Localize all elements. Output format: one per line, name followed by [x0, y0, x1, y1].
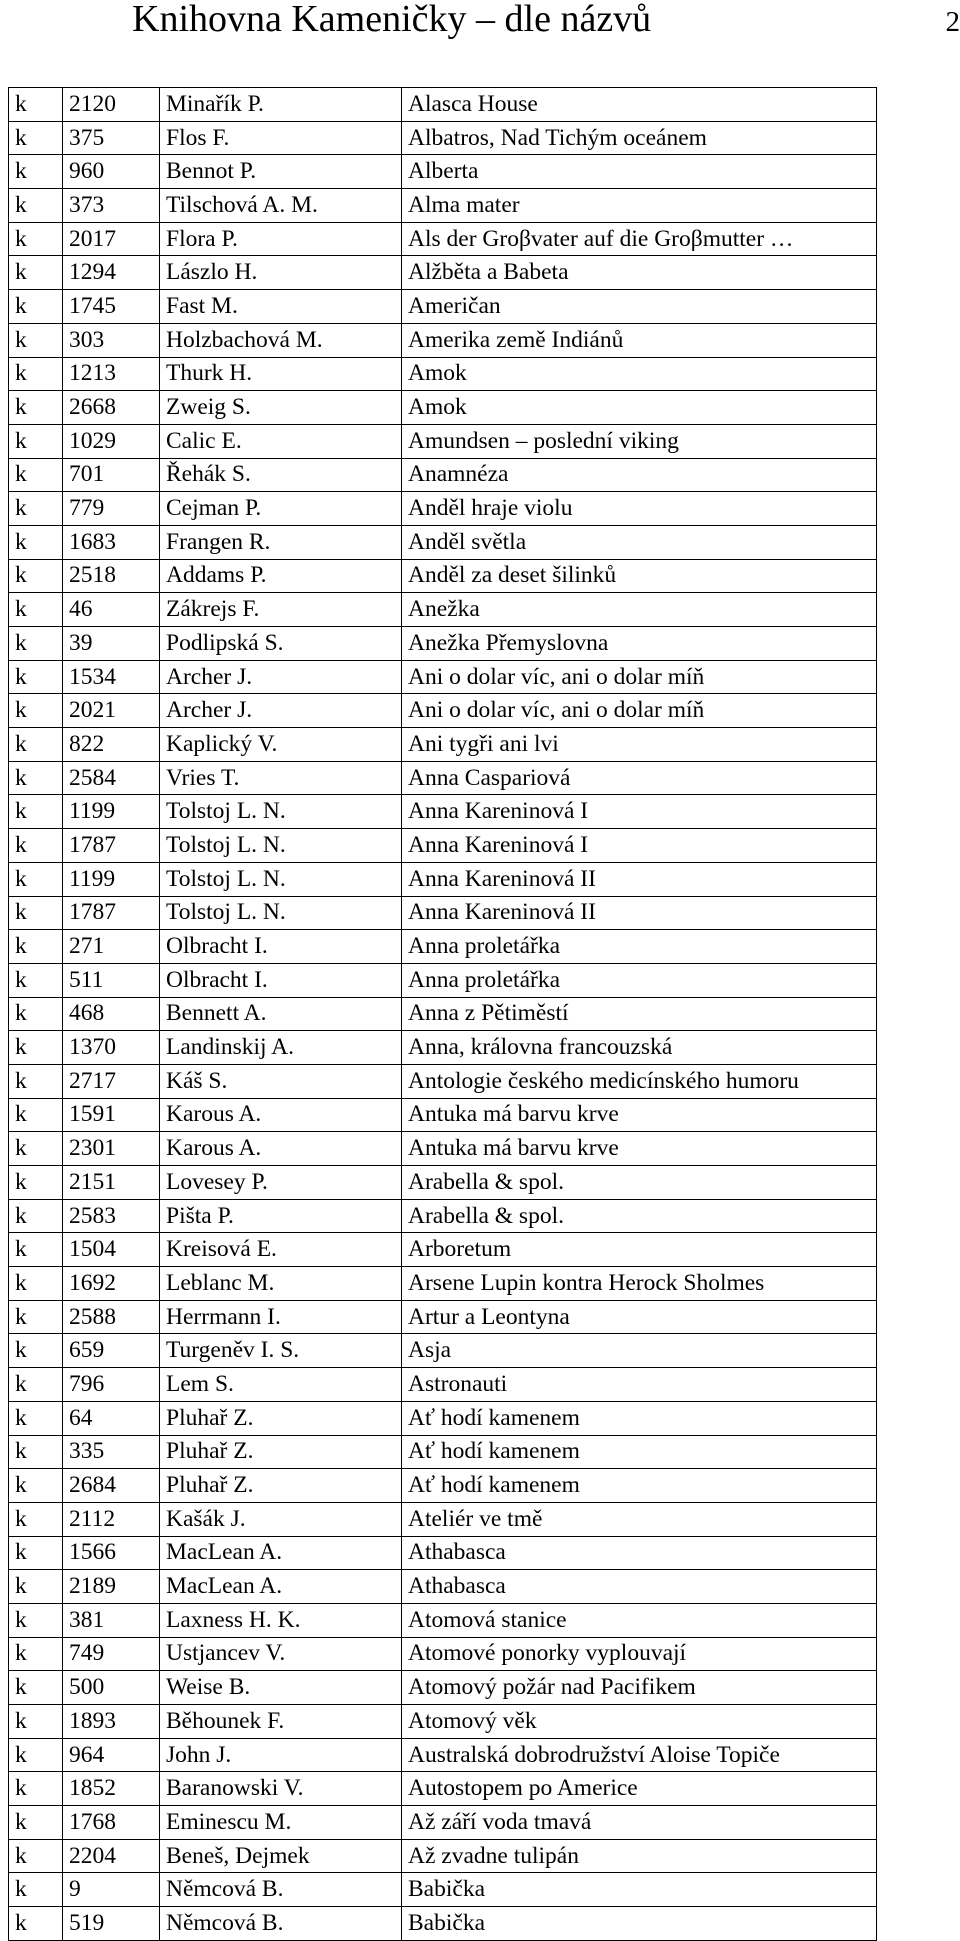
author-cell: Tolstoj L. N.: [160, 896, 402, 930]
table-row: [9, 256, 877, 290]
author-cell: Běhounek F.: [160, 1705, 402, 1739]
table-row: [9, 728, 877, 762]
inventory-number-cell: 796: [63, 1368, 160, 1402]
title-cell: Alžběta a Babeta: [402, 256, 877, 290]
title-cell: Anna proletářka: [402, 963, 877, 997]
inventory-number-cell: 271: [63, 930, 160, 964]
inventory-number-cell: 2583: [63, 1199, 160, 1233]
catalog-table: [8, 87, 877, 1941]
title-cell: Anna Kareninová I: [402, 829, 877, 863]
collection-code-cell: k: [9, 1671, 63, 1705]
collection-code-cell: k: [9, 795, 63, 829]
inventory-number-cell: 1566: [63, 1536, 160, 1570]
inventory-number-cell: 381: [63, 1603, 160, 1637]
collection-code-cell: k: [9, 829, 63, 863]
table-row: [9, 222, 877, 256]
title-cell: Ať hodí kamenem: [402, 1401, 877, 1435]
collection-code-cell: k: [9, 1536, 63, 1570]
collection-code-cell: k: [9, 660, 63, 694]
title-cell: Amok: [402, 357, 877, 391]
author-cell: Tolstoj L. N.: [160, 829, 402, 863]
collection-code-cell: k: [9, 728, 63, 762]
table-row: [9, 1368, 877, 1402]
collection-code-cell: k: [9, 1907, 63, 1941]
inventory-number-cell: 749: [63, 1637, 160, 1671]
table-row: [9, 424, 877, 458]
catalog-body: [9, 88, 877, 1941]
author-cell: Frangen R.: [160, 525, 402, 559]
title-cell: Američan: [402, 290, 877, 324]
author-cell: Lem S.: [160, 1368, 402, 1402]
title-cell: Alma mater: [402, 189, 877, 223]
collection-code-cell: k: [9, 997, 63, 1031]
table-row: [9, 1873, 877, 1907]
author-cell: Řehák S.: [160, 458, 402, 492]
author-cell: Pluhař Z.: [160, 1469, 402, 1503]
collection-code-cell: k: [9, 593, 63, 627]
title-cell: Atomový požár nad Pacifikem: [402, 1671, 877, 1705]
title-cell: Astronauti: [402, 1368, 877, 1402]
title-cell: Arsene Lupin kontra Herock Sholmes: [402, 1267, 877, 1301]
author-cell: MacLean A.: [160, 1570, 402, 1604]
inventory-number-cell: 1504: [63, 1233, 160, 1267]
inventory-number-cell: 2112: [63, 1502, 160, 1536]
collection-code-cell: k: [9, 1502, 63, 1536]
table-row: [9, 1671, 877, 1705]
table-row: [9, 1570, 877, 1604]
collection-code-cell: k: [9, 1603, 63, 1637]
inventory-number-cell: 701: [63, 458, 160, 492]
page-number: 2: [946, 6, 960, 38]
table-row: [9, 1536, 877, 1570]
inventory-number-cell: 1370: [63, 1031, 160, 1065]
title-cell: Autostopem po Americe: [402, 1772, 877, 1806]
author-cell: Karous A.: [160, 1098, 402, 1132]
inventory-number-cell: 375: [63, 121, 160, 155]
collection-code-cell: k: [9, 1233, 63, 1267]
table-row: [9, 1907, 877, 1941]
inventory-number-cell: 519: [63, 1907, 160, 1941]
collection-code-cell: k: [9, 963, 63, 997]
collection-code-cell: k: [9, 1839, 63, 1873]
table-row: [9, 1267, 877, 1301]
table-row: [9, 862, 877, 896]
title-cell: Als der Groβvater auf die Groβmutter …: [402, 222, 877, 256]
author-cell: Addams P.: [160, 559, 402, 593]
inventory-number-cell: 64: [63, 1401, 160, 1435]
collection-code-cell: k: [9, 1637, 63, 1671]
author-cell: Flos F.: [160, 121, 402, 155]
collection-code-cell: k: [9, 1570, 63, 1604]
author-cell: Fast M.: [160, 290, 402, 324]
collection-code-cell: k: [9, 930, 63, 964]
title-cell: Atomový věk: [402, 1705, 877, 1739]
table-row: [9, 1435, 877, 1469]
title-cell: Antuka má barvu krve: [402, 1132, 877, 1166]
title-cell: Alasca House: [402, 88, 877, 122]
collection-code-cell: k: [9, 189, 63, 223]
table-row: [9, 896, 877, 930]
inventory-number-cell: 2668: [63, 391, 160, 425]
title-cell: Athabasca: [402, 1536, 877, 1570]
table-row: [9, 1300, 877, 1334]
title-cell: Anděl hraje violu: [402, 492, 877, 526]
page-title: Knihovna Kameničky – dle názvů: [132, 0, 651, 38]
collection-code-cell: k: [9, 155, 63, 189]
collection-code-cell: k: [9, 1368, 63, 1402]
collection-code-cell: k: [9, 492, 63, 526]
table-row: [9, 829, 877, 863]
author-cell: Podlipská S.: [160, 627, 402, 661]
table-row: [9, 694, 877, 728]
inventory-number-cell: 659: [63, 1334, 160, 1368]
inventory-number-cell: 303: [63, 323, 160, 357]
inventory-number-cell: 822: [63, 728, 160, 762]
author-cell: Pišta P.: [160, 1199, 402, 1233]
title-cell: Asja: [402, 1334, 877, 1368]
author-cell: Cejman P.: [160, 492, 402, 526]
table-row: [9, 559, 877, 593]
title-cell: Atomová stanice: [402, 1603, 877, 1637]
author-cell: Káš S.: [160, 1064, 402, 1098]
table-row: [9, 1772, 877, 1806]
inventory-number-cell: 1199: [63, 862, 160, 896]
collection-code-cell: k: [9, 1334, 63, 1368]
title-cell: Až září voda tmavá: [402, 1806, 877, 1840]
table-row: [9, 458, 877, 492]
table-row: [9, 290, 877, 324]
author-cell: Baranowski V.: [160, 1772, 402, 1806]
table-row: [9, 1334, 877, 1368]
inventory-number-cell: 2717: [63, 1064, 160, 1098]
collection-code-cell: k: [9, 559, 63, 593]
title-cell: Ať hodí kamenem: [402, 1469, 877, 1503]
author-cell: Lovesey P.: [160, 1166, 402, 1200]
inventory-number-cell: 1787: [63, 896, 160, 930]
title-cell: Atomové ponorky vyplouvají: [402, 1637, 877, 1671]
table-row: [9, 761, 877, 795]
title-cell: Arabella & spol.: [402, 1199, 877, 1233]
title-cell: Amundsen – poslední viking: [402, 424, 877, 458]
inventory-number-cell: 1029: [63, 424, 160, 458]
table-row: [9, 391, 877, 425]
author-cell: Beneš, Dejmek: [160, 1839, 402, 1873]
author-cell: Kaplický V.: [160, 728, 402, 762]
title-cell: Anežka Přemyslovna: [402, 627, 877, 661]
collection-code-cell: k: [9, 391, 63, 425]
collection-code-cell: k: [9, 1401, 63, 1435]
inventory-number-cell: 1852: [63, 1772, 160, 1806]
inventory-number-cell: 2301: [63, 1132, 160, 1166]
table-row: [9, 1132, 877, 1166]
inventory-number-cell: 1692: [63, 1267, 160, 1301]
inventory-number-cell: 2518: [63, 559, 160, 593]
table-row: [9, 1064, 877, 1098]
collection-code-cell: k: [9, 1873, 63, 1907]
inventory-number-cell: 9: [63, 1873, 160, 1907]
title-cell: Ani o dolar víc, ani o dolar míň: [402, 660, 877, 694]
collection-code-cell: k: [9, 525, 63, 559]
title-cell: Ani tygři ani lvi: [402, 728, 877, 762]
table-row: [9, 492, 877, 526]
collection-code-cell: k: [9, 1772, 63, 1806]
inventory-number-cell: 39: [63, 627, 160, 661]
author-cell: Kreisová E.: [160, 1233, 402, 1267]
author-cell: Thurk H.: [160, 357, 402, 391]
inventory-number-cell: 1534: [63, 660, 160, 694]
title-cell: Anežka: [402, 593, 877, 627]
collection-code-cell: k: [9, 88, 63, 122]
author-cell: Herrmann I.: [160, 1300, 402, 1334]
author-cell: Laxness H. K.: [160, 1603, 402, 1637]
author-cell: Ustjancev V.: [160, 1637, 402, 1671]
title-cell: Anděl světla: [402, 525, 877, 559]
collection-code-cell: k: [9, 1267, 63, 1301]
collection-code-cell: k: [9, 1031, 63, 1065]
inventory-number-cell: 1199: [63, 795, 160, 829]
collection-code-cell: k: [9, 1064, 63, 1098]
title-cell: Albatros, Nad Tichým oceánem: [402, 121, 877, 155]
collection-code-cell: k: [9, 1806, 63, 1840]
author-cell: Minařík P.: [160, 88, 402, 122]
author-cell: Tolstoj L. N.: [160, 862, 402, 896]
collection-code-cell: k: [9, 1738, 63, 1772]
author-cell: Zákrejs F.: [160, 593, 402, 627]
inventory-number-cell: 1768: [63, 1806, 160, 1840]
author-cell: Holzbachová M.: [160, 323, 402, 357]
inventory-number-cell: 964: [63, 1738, 160, 1772]
collection-code-cell: k: [9, 1469, 63, 1503]
inventory-number-cell: 511: [63, 963, 160, 997]
author-cell: Bennot P.: [160, 155, 402, 189]
title-cell: Anamnéza: [402, 458, 877, 492]
title-cell: Ani o dolar víc, ani o dolar míň: [402, 694, 877, 728]
table-row: [9, 997, 877, 1031]
author-cell: Olbracht I.: [160, 930, 402, 964]
inventory-number-cell: 46: [63, 593, 160, 627]
title-cell: Anna Kareninová I: [402, 795, 877, 829]
title-cell: Alberta: [402, 155, 877, 189]
table-row: [9, 1401, 877, 1435]
collection-code-cell: k: [9, 1166, 63, 1200]
table-row: [9, 1705, 877, 1739]
table-row: [9, 1839, 877, 1873]
collection-code-cell: k: [9, 1199, 63, 1233]
title-cell: Anděl za deset šilinků: [402, 559, 877, 593]
inventory-number-cell: 2189: [63, 1570, 160, 1604]
collection-code-cell: k: [9, 458, 63, 492]
table-row: [9, 357, 877, 391]
inventory-number-cell: 779: [63, 492, 160, 526]
table-row: [9, 323, 877, 357]
author-cell: Pluhař Z.: [160, 1435, 402, 1469]
author-cell: Eminescu M.: [160, 1806, 402, 1840]
inventory-number-cell: 960: [63, 155, 160, 189]
author-cell: Leblanc M.: [160, 1267, 402, 1301]
title-cell: Amok: [402, 391, 877, 425]
author-cell: Archer J.: [160, 660, 402, 694]
table-row: [9, 1098, 877, 1132]
title-cell: Antologie českého medicínského humoru: [402, 1064, 877, 1098]
table-row: [9, 1637, 877, 1671]
collection-code-cell: k: [9, 862, 63, 896]
author-cell: Němcová B.: [160, 1907, 402, 1941]
author-cell: Bennett A.: [160, 997, 402, 1031]
collection-code-cell: k: [9, 1705, 63, 1739]
author-cell: Karous A.: [160, 1132, 402, 1166]
inventory-number-cell: 2684: [63, 1469, 160, 1503]
author-cell: Turgeněv I. S.: [160, 1334, 402, 1368]
inventory-number-cell: 1787: [63, 829, 160, 863]
collection-code-cell: k: [9, 1132, 63, 1166]
title-cell: Arabella & spol.: [402, 1166, 877, 1200]
author-cell: Lászlo H.: [160, 256, 402, 290]
inventory-number-cell: 468: [63, 997, 160, 1031]
author-cell: Zweig S.: [160, 391, 402, 425]
inventory-number-cell: 1591: [63, 1098, 160, 1132]
title-cell: Amerika země Indiánů: [402, 323, 877, 357]
table-row: [9, 963, 877, 997]
inventory-number-cell: 335: [63, 1435, 160, 1469]
table-row: [9, 155, 877, 189]
table-row: [9, 525, 877, 559]
title-cell: Anna proletářka: [402, 930, 877, 964]
table-row: [9, 1166, 877, 1200]
inventory-number-cell: 1745: [63, 290, 160, 324]
table-row: [9, 1603, 877, 1637]
inventory-number-cell: 2021: [63, 694, 160, 728]
inventory-number-cell: 2120: [63, 88, 160, 122]
author-cell: John J.: [160, 1738, 402, 1772]
inventory-number-cell: 500: [63, 1671, 160, 1705]
title-cell: Anna z Pětiměstí: [402, 997, 877, 1031]
collection-code-cell: k: [9, 1435, 63, 1469]
collection-code-cell: k: [9, 761, 63, 795]
table-row: [9, 1806, 877, 1840]
collection-code-cell: k: [9, 323, 63, 357]
collection-code-cell: k: [9, 424, 63, 458]
inventory-number-cell: 373: [63, 189, 160, 223]
title-cell: Anna Kareninová II: [402, 862, 877, 896]
title-cell: Anna Kareninová II: [402, 896, 877, 930]
table-row: [9, 1199, 877, 1233]
author-cell: Calic E.: [160, 424, 402, 458]
title-cell: Athabasca: [402, 1570, 877, 1604]
table-row: [9, 1031, 877, 1065]
collection-code-cell: k: [9, 256, 63, 290]
table-row: [9, 593, 877, 627]
title-cell: Anna, královna francouzská: [402, 1031, 877, 1065]
title-cell: Až zvadne tulipán: [402, 1839, 877, 1873]
table-row: [9, 795, 877, 829]
collection-code-cell: k: [9, 896, 63, 930]
table-row: [9, 88, 877, 122]
author-cell: Vries T.: [160, 761, 402, 795]
author-cell: Tilschová A. M.: [160, 189, 402, 223]
table-row: [9, 1469, 877, 1503]
table-row: [9, 627, 877, 661]
title-cell: Ať hodí kamenem: [402, 1435, 877, 1469]
title-cell: Babička: [402, 1873, 877, 1907]
collection-code-cell: k: [9, 694, 63, 728]
collection-code-cell: k: [9, 357, 63, 391]
table-row: [9, 1502, 877, 1536]
title-cell: Ateliér ve tmě: [402, 1502, 877, 1536]
inventory-number-cell: 1893: [63, 1705, 160, 1739]
inventory-number-cell: 2204: [63, 1839, 160, 1873]
table-row: [9, 1738, 877, 1772]
author-cell: Němcová B.: [160, 1873, 402, 1907]
author-cell: Tolstoj L. N.: [160, 795, 402, 829]
inventory-number-cell: 1213: [63, 357, 160, 391]
collection-code-cell: k: [9, 121, 63, 155]
author-cell: Kašák J.: [160, 1502, 402, 1536]
author-cell: Archer J.: [160, 694, 402, 728]
author-cell: Olbracht I.: [160, 963, 402, 997]
inventory-number-cell: 2584: [63, 761, 160, 795]
inventory-number-cell: 2588: [63, 1300, 160, 1334]
author-cell: MacLean A.: [160, 1536, 402, 1570]
collection-code-cell: k: [9, 222, 63, 256]
table-row: [9, 660, 877, 694]
inventory-number-cell: 2151: [63, 1166, 160, 1200]
inventory-number-cell: 1683: [63, 525, 160, 559]
table-row: [9, 121, 877, 155]
author-cell: Weise B.: [160, 1671, 402, 1705]
title-cell: Australská dobrodružství Aloise Topiče: [402, 1738, 877, 1772]
title-cell: Anna Caspariová: [402, 761, 877, 795]
author-cell: Pluhař Z.: [160, 1401, 402, 1435]
table-row: [9, 189, 877, 223]
title-cell: Arboretum: [402, 1233, 877, 1267]
inventory-number-cell: 2017: [63, 222, 160, 256]
inventory-number-cell: 1294: [63, 256, 160, 290]
table-row: [9, 930, 877, 964]
author-cell: Flora P.: [160, 222, 402, 256]
collection-code-cell: k: [9, 1300, 63, 1334]
collection-code-cell: k: [9, 1098, 63, 1132]
title-cell: Artur a Leontyna: [402, 1300, 877, 1334]
author-cell: Landinskij A.: [160, 1031, 402, 1065]
title-cell: Babička: [402, 1907, 877, 1941]
collection-code-cell: k: [9, 627, 63, 661]
table-row: [9, 1233, 877, 1267]
title-cell: Antuka má barvu krve: [402, 1098, 877, 1132]
collection-code-cell: k: [9, 290, 63, 324]
